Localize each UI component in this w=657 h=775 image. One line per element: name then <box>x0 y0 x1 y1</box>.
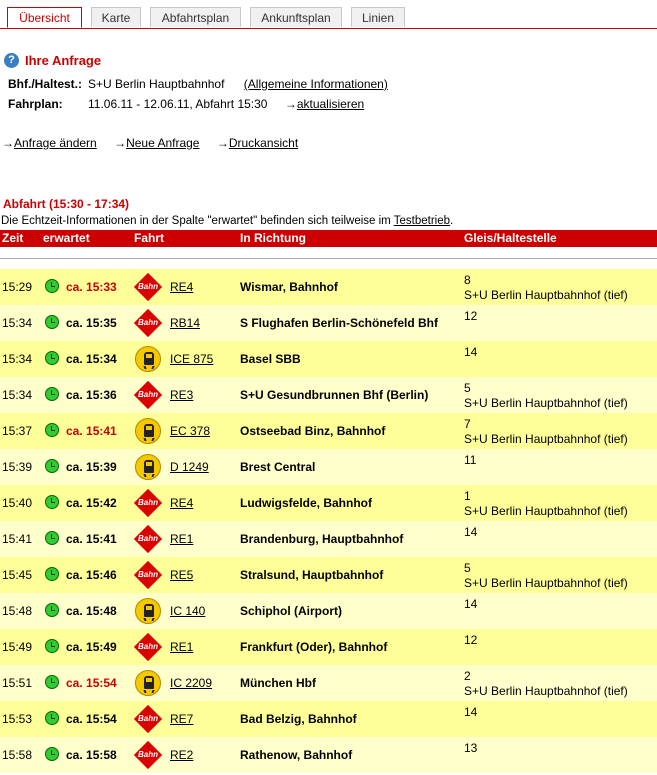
platform-info <box>464 561 628 591</box>
direction: Stralsund, Hauptbahnhof <box>240 568 384 582</box>
action-links <box>2 136 306 150</box>
departure-time: 15:45 <box>2 568 33 582</box>
realtime-clock-icon <box>45 747 59 761</box>
train-link[interactable]: IC 2209 <box>170 676 213 690</box>
expected-time: ca. 15:41 <box>66 532 117 546</box>
bahn-icon: Bahn <box>134 274 162 300</box>
expected-time: ca. 15:39 <box>66 460 117 474</box>
direction: Brest Central <box>240 460 316 474</box>
bahn-icon: Bahn <box>134 562 162 588</box>
direction: Basel SBB <box>240 352 301 366</box>
arrow-right-icon: → <box>216 136 229 150</box>
direction: Brandenburg, Hauptbahnhof <box>240 532 404 546</box>
bahn-icon: Bahn <box>134 634 162 660</box>
station-value <box>88 77 388 91</box>
table-row <box>0 593 657 629</box>
tab-karte[interactable]: Karte <box>91 7 141 27</box>
tab-ankunftsplan[interactable]: Ankunftsplan <box>250 7 342 27</box>
expected-time: ca. 15:54 <box>66 712 117 726</box>
table-row <box>0 377 657 413</box>
change-request-link[interactable] <box>2 136 105 150</box>
direction: Rathenow, Bahnhof <box>240 748 353 762</box>
expected-time: ca. 15:48 <box>66 604 117 618</box>
new-request-label[interactable]: Neue Anfrage <box>126 136 200 150</box>
train-link[interactable]: RE1 <box>170 532 194 546</box>
testbetrieb-link[interactable]: Testbetrieb <box>393 215 451 227</box>
timetable-range: 11.06.11 - 12.06.11, Abfahrt 15:30 <box>88 97 268 111</box>
table-row <box>0 485 657 521</box>
train-link[interactable]: ICE 875 <box>170 352 214 366</box>
col-expected: erwartet <box>43 231 90 245</box>
realtime-clock-icon <box>45 387 59 401</box>
train-link[interactable]: RE4 <box>170 280 194 294</box>
timetable-value <box>88 97 364 111</box>
platform-info <box>464 525 477 540</box>
platform-info <box>464 669 628 699</box>
expected-time: ca. 15:58 <box>66 748 117 762</box>
table-row <box>0 701 657 737</box>
platform-stop: S+U Berlin Hauptbahnhof (tief) <box>464 432 628 446</box>
request-title: Ihre Anfrage <box>25 52 102 68</box>
direction: Ludwigsfelde, Bahnhof <box>240 496 372 510</box>
realtime-clock-icon <box>45 639 59 653</box>
ice-icon <box>134 418 162 444</box>
table-row <box>0 629 657 665</box>
realtime-clock-icon <box>45 495 59 509</box>
realtime-clock-icon <box>45 423 59 437</box>
expected-time: ca. 15:42 <box>66 496 117 510</box>
general-info-link[interactable]: (Allgemeine Informationen) <box>243 77 388 91</box>
train-link[interactable]: RE3 <box>170 388 194 402</box>
departure-time: 15:34 <box>2 316 33 330</box>
direction: Frankfurt (Oder), Bahnhof <box>240 640 388 654</box>
table-row <box>0 413 657 449</box>
bahn-icon: Bahn <box>134 742 162 768</box>
station-label: Bhf./Haltest.: <box>8 77 83 91</box>
realtime-clock-icon <box>45 567 59 581</box>
realtime-clock-icon <box>45 315 59 329</box>
realtime-clock-icon <box>45 711 59 725</box>
help-icon[interactable]: ? <box>4 53 19 68</box>
platform-number: 12 <box>464 633 478 647</box>
platform-number: 8 <box>464 273 471 287</box>
platform-stop: S+U Berlin Hauptbahnhof (tief) <box>464 576 628 590</box>
bahn-icon: Bahn <box>134 310 162 336</box>
departure-table <box>0 269 657 773</box>
expected-time: ca. 15:49 <box>66 640 117 654</box>
table-row <box>0 557 657 593</box>
realtime-clock-icon <box>45 279 59 293</box>
col-platform: Gleis/Haltestelle <box>464 231 557 245</box>
table-header <box>0 230 657 247</box>
platform-number: 5 <box>464 561 471 575</box>
platform-info <box>464 273 628 303</box>
platform-info <box>464 417 628 447</box>
departure-time: 15:40 <box>2 496 33 510</box>
platform-info <box>464 309 477 324</box>
platform-info <box>464 381 628 411</box>
departure-time: 15:41 <box>2 532 33 546</box>
col-time: Zeit <box>2 231 24 245</box>
realtime-clock-icon <box>45 603 59 617</box>
platform-info <box>464 597 477 612</box>
expected-time: ca. 15:33 <box>66 280 117 294</box>
expected-time: ca. 15:41 <box>66 424 117 438</box>
departure-time: 15:58 <box>2 748 33 762</box>
station-name: S+U Berlin Hauptbahnhof <box>88 77 225 91</box>
platform-info <box>464 741 477 756</box>
train-link[interactable]: RE2 <box>170 748 194 762</box>
departure-time: 15:39 <box>2 460 33 474</box>
col-direction: In Richtung <box>240 231 306 245</box>
realtime-note-end: . <box>450 215 454 227</box>
platform-number: 12 <box>464 309 478 323</box>
train-link[interactable]: RE1 <box>170 640 194 654</box>
train-link[interactable]: EC 378 <box>170 424 211 438</box>
direction: Wismar, Bahnhof <box>240 280 338 294</box>
bahn-icon: Bahn <box>134 490 162 516</box>
table-row <box>0 305 657 341</box>
refresh-link[interactable] <box>285 97 364 111</box>
table-row <box>0 665 657 701</box>
arrow-right-icon: → <box>284 97 297 111</box>
platform-number: 1 <box>464 489 471 503</box>
realtime-clock-icon <box>45 351 59 365</box>
expected-time: ca. 15:46 <box>66 568 117 582</box>
platform-number: 14 <box>464 597 478 611</box>
departure-time: 15:29 <box>2 280 33 294</box>
print-view-label[interactable]: Druckansicht <box>228 136 299 150</box>
request-header <box>4 51 101 69</box>
arrow-right-icon: → <box>114 136 127 150</box>
table-divider <box>0 258 657 259</box>
new-request-link[interactable] <box>114 136 207 150</box>
realtime-note <box>1 215 453 227</box>
tab-abfahrtsplan[interactable]: Abfahrtsplan <box>150 7 241 27</box>
bahn-icon: Bahn <box>134 706 162 732</box>
platform-number: 2 <box>464 669 471 683</box>
bahn-icon: Bahn <box>134 382 162 408</box>
platform-number: 14 <box>464 525 478 539</box>
platform-info <box>464 705 477 720</box>
realtime-clock-icon <box>45 531 59 545</box>
platform-number: 11 <box>464 453 477 467</box>
expected-time: ca. 15:54 <box>66 676 117 690</box>
direction: München Hbf <box>240 676 316 690</box>
table-row <box>0 737 657 773</box>
table-row <box>0 269 657 305</box>
direction: S+U Gesundbrunnen Bhf (Berlin) <box>240 388 429 402</box>
platform-info <box>464 489 628 519</box>
expected-time: ca. 15:36 <box>66 388 117 402</box>
change-request-label[interactable]: Anfrage ändern <box>14 136 97 150</box>
col-train: Fahrt <box>134 231 164 245</box>
departures-title: Abfahrt (15:30 - 17:34) <box>3 197 130 211</box>
tab-uebersicht[interactable]: Übersicht <box>7 7 82 28</box>
table-row <box>0 341 657 377</box>
ice-icon <box>134 598 162 624</box>
platform-number: 7 <box>464 417 471 431</box>
realtime-note-text: Die Echtzeit-Informationen in der Spalte "erwartet" befinden sich teilweise im <box>1 215 394 227</box>
bahn-icon: Bahn <box>134 526 162 552</box>
table-row <box>0 449 657 485</box>
ice-icon <box>134 670 162 696</box>
train-link[interactable]: RE5 <box>170 568 194 582</box>
train-link[interactable]: IC 140 <box>170 604 206 618</box>
departure-time: 15:53 <box>2 712 33 726</box>
platform-info <box>464 633 477 648</box>
platform-stop: S+U Berlin Hauptbahnhof (tief) <box>464 396 628 410</box>
departure-time: 15:51 <box>2 676 33 690</box>
direction: S Flughafen Berlin-Schönefeld Bhf <box>240 316 439 330</box>
train-link[interactable]: RE7 <box>170 712 194 726</box>
tab-linien[interactable]: Linien <box>351 7 405 27</box>
realtime-clock-icon <box>45 675 59 689</box>
platform-stop: S+U Berlin Hauptbahnhof (tief) <box>464 684 628 698</box>
train-link[interactable]: RB14 <box>170 316 201 330</box>
departure-time: 15:37 <box>2 424 33 438</box>
ice-icon <box>134 454 162 480</box>
refresh-link-label[interactable]: aktualisieren <box>296 97 365 111</box>
tab-bar <box>0 0 657 29</box>
train-link[interactable]: RE4 <box>170 496 194 510</box>
platform-number: 14 <box>464 345 478 359</box>
print-view-link[interactable] <box>217 136 306 150</box>
platform-number: 5 <box>464 381 471 395</box>
platform-stop: S+U Berlin Hauptbahnhof (tief) <box>464 504 628 518</box>
direction: Schiphol (Airport) <box>240 604 342 618</box>
expected-time: ca. 15:35 <box>66 316 117 330</box>
departure-time: 15:34 <box>2 352 33 366</box>
platform-number: 14 <box>464 705 478 719</box>
departure-time: 15:49 <box>2 640 33 654</box>
timetable-label: Fahrplan: <box>8 97 63 111</box>
platform-info <box>464 345 477 360</box>
departure-time: 15:34 <box>2 388 33 402</box>
departure-time: 15:48 <box>2 604 33 618</box>
ice-icon <box>134 346 162 372</box>
arrow-right-icon: → <box>2 136 14 150</box>
table-row <box>0 521 657 557</box>
expected-time: ca. 15:34 <box>66 352 117 366</box>
platform-info <box>464 453 476 468</box>
realtime-clock-icon <box>45 459 59 473</box>
platform-number: 13 <box>464 741 478 755</box>
direction: Ostseebad Binz, Bahnhof <box>240 424 386 438</box>
train-link[interactable]: D 1249 <box>170 460 209 474</box>
direction: Bad Belzig, Bahnhof <box>240 712 357 726</box>
platform-stop: S+U Berlin Hauptbahnhof (tief) <box>464 288 628 302</box>
